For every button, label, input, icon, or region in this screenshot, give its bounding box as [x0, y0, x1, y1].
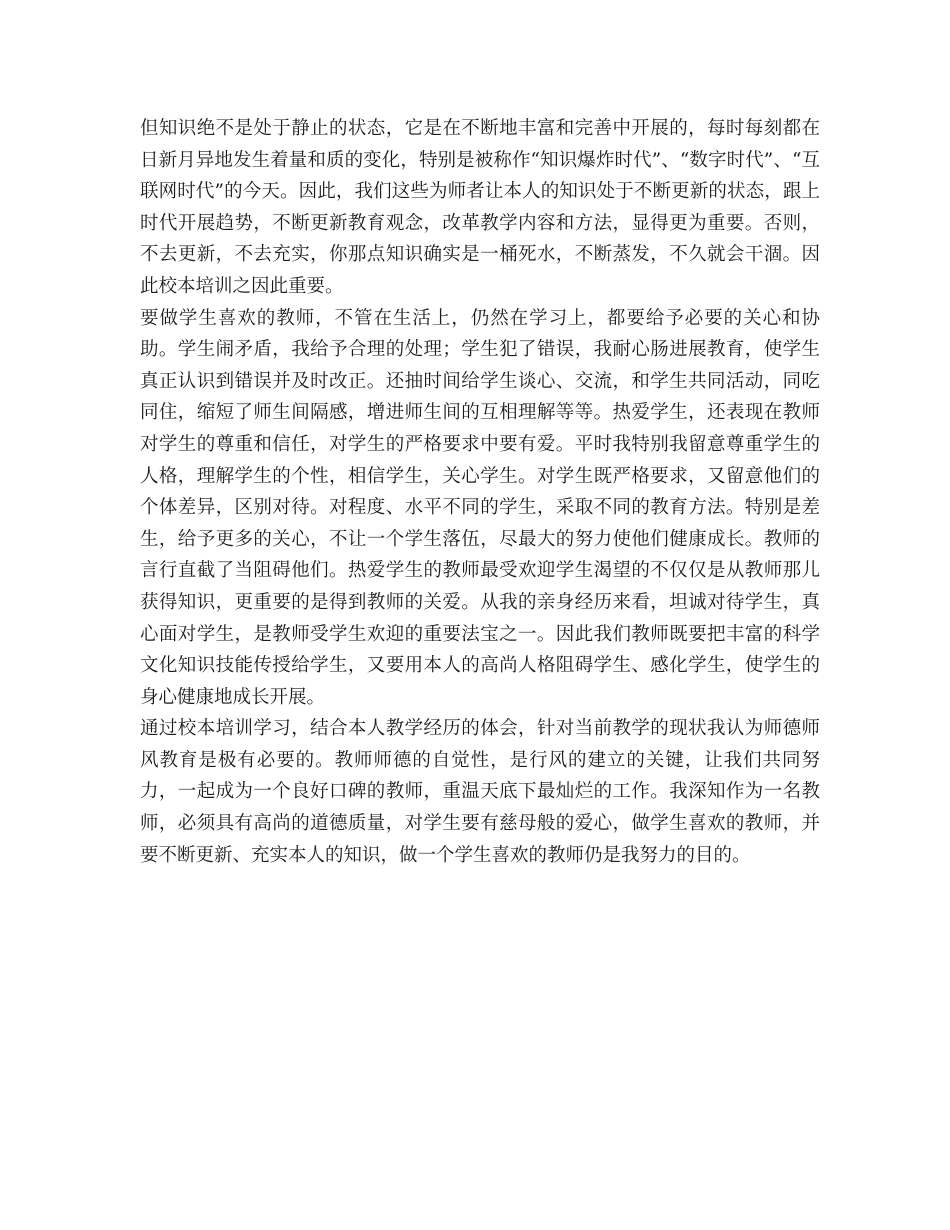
paragraph-knowledge-update: 但知识绝不是处于静止的状态，它是在不断地丰富和完善中开展的，每时每刻都在日新月异地发生着量和质的变化，特别是被称作“知识爆炸时代”、“数字时代”、“互联网时代”的今天。因此，我们这些为师者让本人的知识处于不断更新的状态，跟上时代开展趋势，不断更新教育观念，改革教学内容和方法，显得更为重要。否则，不去更新，不去充实，你那点知识确实是一桶死水，不断蒸发，不久就会干涸。因此校本培训之因此重要。 — [140, 118, 820, 297]
paragraph-caring-for-students: 要做学生喜欢的教师，不管在生活上，仍然在学习上，都要给予必要的关心和协助。学生闹矛盾，我给予合理的处理；学生犯了错误，我耐心肠进展教育，使学生真正认识到错误并及时改正。还抽时间给学生谈心、交流，和学生共同活动，同吃同住，缩短了师生间隔感，增进师生间的互相理解等等。热爱学生，还表现在教师对学生的尊重和信任，对学生的严格要求中要有爱。平时我特别我留意尊重学生的人格，理解学生的个性，相信学生，关心学生。对学生既严格要求，又留意他们的个体差异，区别对待。对程度、水平不同的学生，采取不同的教育方法。特别是差生，给予更多的关心，不让一个学生落伍，尽最大的努力使他们健康成长。教师的言行直截了当阻碍他们。热爱学生的教师最受欢迎学生渴望的不仅仅是从教师那儿获得知识，更重要的是得到教师的关爱。从我的亲身经历来看，坦诚对待学生，真心面对学生，是教师受学生欢迎的重要法宝之一。因此我们教师既要把丰富的科学文化知识技能传授给学生，又要用本人的高尚人格阻碍学生、感化学生，使学生的身心健康地成长开展。 — [140, 307, 820, 708]
document-body — [140, 113, 820, 871]
paragraph-teacher-ethics: 通过校本培训学习，结合本人教学经历的体会，针对当前教学的现状我认为师德师风教育是极有必要的。教师师德的自觉性，是行风的建立的关键，让我们共同努力，一起成为一个良好口碑的教师，重温天底下最灿烂的工作。我深知作为一名教师，必须具有高尚的道德质量，对学生要有慈母般的爱心，做学生喜欢的教师，并要不断更新、充实本人的知识，做一个学生喜欢的教师仍是我努力的目的。 — [140, 718, 820, 866]
